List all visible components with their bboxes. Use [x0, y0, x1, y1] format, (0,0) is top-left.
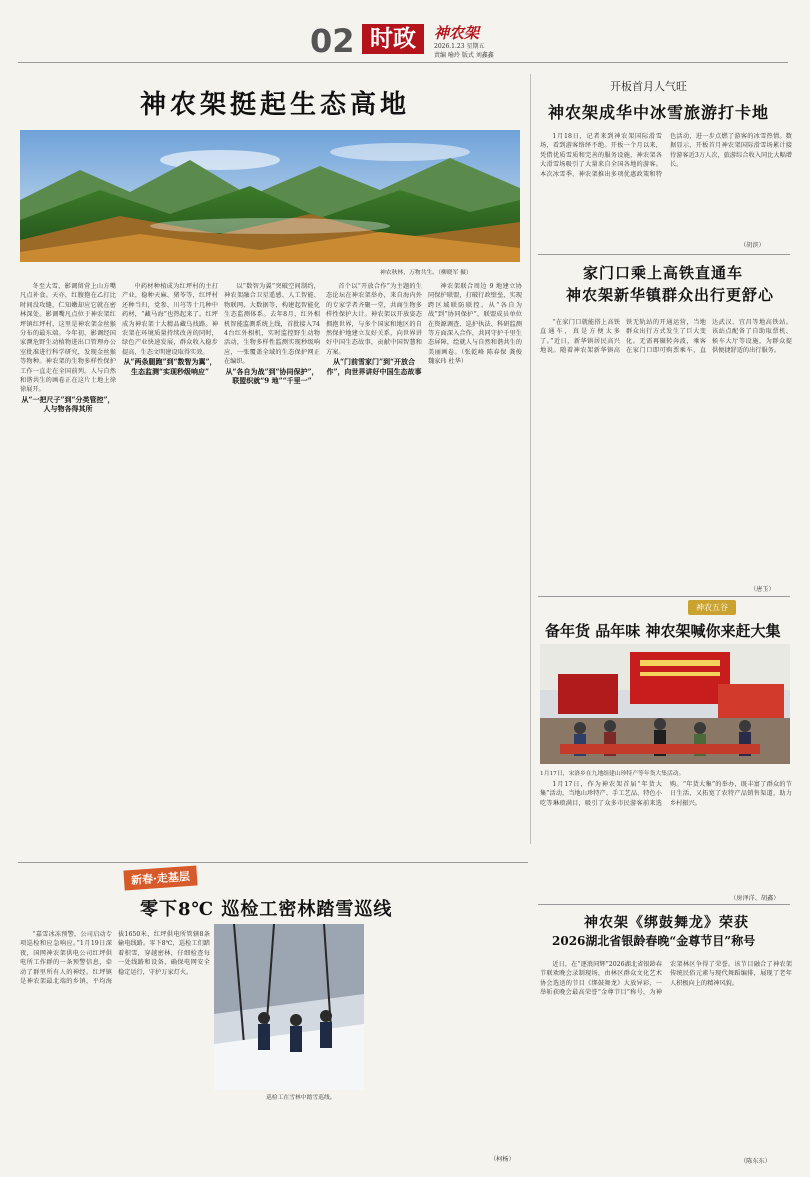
header-rule [18, 62, 788, 63]
right-mid-rule [538, 596, 790, 597]
right-mid-credit: （唐玉） [750, 586, 775, 593]
right-mid-body [540, 318, 792, 580]
paper-logo: 神农架 [434, 24, 480, 42]
right-bottom-headline: 备年货 品年味 神农架喊你来赶大集 [545, 622, 781, 640]
bottom-right-headline-2: 2026湖北省银龄春晚“金尊节目”称号 [552, 934, 756, 948]
main-subhead-2: 从“两条腿跑”到“数智为翼”，生态监测“实现秒级响应” [123, 357, 217, 376]
main-column-2 [122, 282, 218, 842]
right-mid-headline-2: 神农架新华镇群众出行更舒心 [566, 286, 775, 304]
right-top-rule [538, 254, 790, 255]
patrol-photo-caption: 巡检工在雪林中踏雪巡线。 [266, 1095, 336, 1101]
right-top-text: 1月18日，记者来到神农架国际滑雪场，看到游客络绎不绝。开板一个月以来，凭借优质雪质和完善的服务设施，神农架各大滑雪场吸引了大量来自全国各地的游客。本次冰雪季，神农架推出多项优惠政策和特色活动，进一步点燃了游客的冰雪热情。数据显示，开板首月神农架国际滑雪场累计接待游客近3万人次，旅游综合收入同比大幅增长。 [540, 133, 792, 178]
main-col4-text: 首个以“开放合作”为主题的生态论坛在神农架举办，来自海内外的专家学者齐聚一堂，共商生物多样性保护大计。神农架以开放姿态拥抱世界，与多个国家和地区的自然保护地建立友好关系，向世界讲好中国生态故事，贡献中国智慧和方案。 [326, 283, 422, 356]
mountain-forest-photo [20, 130, 520, 262]
page-header [300, 22, 780, 60]
main-column-5 [428, 282, 522, 842]
snow-patrol-photo [214, 924, 364, 1090]
issue-date: 2026.1.23 星期五 [434, 43, 485, 50]
main-subhead-3: 从“门前雪家门”到“开放合作”，向世界讲好中国生态故事 [326, 357, 422, 376]
bottom-right-rule [538, 904, 790, 905]
bottom-right-body [540, 960, 792, 1150]
bottom-right-headline-1: 神农架《绑鼓舞龙》荣获 [584, 915, 749, 931]
main-col2-text: 中药材种植成为红坪村的主打产业，稳种天麻、猪苓等，红坪村还种当归，党参、川芎等十几种中药材，“藏马海”也热起来了。红坪成为神农架十大精品藏乌找路。神农架在环境质量持续改善的同时，绿色产业快速发展，群众收入稳步提高，生态文明建设取得实效。 [122, 283, 218, 356]
section-badge [362, 24, 424, 54]
bottom-right-text: 近日，在“逐浪同辉”2026湖北省银龄春节联欢晚会录制现场，由林区群众文化艺术协会选送的节目《绑鼓舞龙》大放异彩，一举斩获晚会最高荣誉“金尊节目”称号，为神农架林区争得了荣誉。该节目融合了神农架传统民俗元素与现代舞蹈编排，展现了老年人积极向上的精神风貌。 [540, 961, 792, 997]
main-column-4 [326, 282, 422, 842]
right-top-body [540, 132, 792, 232]
right-top-kicker: 开板首月人气旺 [610, 80, 687, 93]
right-bottom-body [540, 780, 792, 892]
main-photo-caption: 神农秋林，万物共生。（柳晓军 摄） [380, 270, 472, 276]
bottom-left-headline: 零下8℃ 巡检工密林踏雪巡线 [140, 899, 393, 920]
main-headline: 神农架挺起生态高地 [140, 90, 411, 120]
page-number: 02 [310, 22, 355, 60]
right-divider [530, 74, 531, 844]
right-top-headline: 神农架成华中冰雪旅游打卡地 [548, 103, 770, 122]
right-mid-headline-1: 家门口乘上高铁直通车 [583, 264, 744, 282]
main-column-1 [20, 282, 116, 842]
editor-credit: 责编 喻玲 版式 刘鑫鑫 [434, 52, 494, 59]
badge-text: 新春·走基层 [130, 869, 191, 888]
right-mid-text: “在家门口就能搭上高铁直通车，真是方便太多了。”近日，新华镇居民高兴地说。随着神农架新华镇高铁无轨站的开通运营，当地群众出行方式发生了巨大变化。无需再辗转奔波，乘客在家门口即可购票乘车，直达武汉、宜昌等地高铁站。该站点配备了自助取票机、候车大厅等设施，为群众提供便捷舒适的出行服务。 [540, 319, 792, 355]
new-year-market-photo [540, 644, 790, 764]
bottom-left-badge [123, 865, 197, 890]
main-col3-text: 以“数智为翼”突破空间制约，神农架融合卫星遥感、人工智能、物联网、大数据等，构建起智能化生态监测体系。去年8月，红外相机智能监测系统上线，首批接入744台红外相机，实时监控野生动物活动，生物多样性监测实现秒级响应，一张覆盖全域的生态保护网正在编织。 [224, 283, 320, 366]
main-column-3 [224, 282, 320, 842]
right-bottom-credit: （房泽洋、胡鑫） [730, 895, 780, 902]
bottom-right-credit: （陈东东） [740, 1158, 771, 1165]
section-label: 时政 [370, 25, 416, 52]
bottom-left-rule [18, 862, 528, 863]
right-bottom-text: 1月17日，作为神农架首届“年货大集”活动，当地山珍特产、手工艺品、特色小吃等琳琅满目，吸引了众多市民游客前来选购。“年货大集”的举办，既丰富了群众的节日生活，又拓宽了农特产品销售渠道，助力乡村振兴。 [540, 781, 792, 807]
bottom-left-text: “嘉雪冰冻预警，公司启动专项巡检和应急响应。”1月19日深夜，国网神农架供电公司红坪供电所工作群的一条预警信息，牵动了群里所有人的神经。红坪镇是神农架最北端的乡镇，平均海拔1650米，红坪供电所管辖8条输电线路。零下8℃，巡检工们踏着积雪，穿越密林，仔细检查每一处线路和设备，确保电网安全稳定运行，守护万家灯火。 [20, 931, 210, 986]
main-col5-text: 神农架联合周边 9 地建立协同保护联盟，打破行政壁垒，实现跨区域联防联控。从“各自为战”到“协同保护”，联盟成员单位在资源调查、巡护执法、科研监测等方面深入合作，共同守护千里生态屏障，绘就人与自然和谐共生的美丽画卷。（张乾峰 陈春保 龚俊 魏家玮 杜华） [428, 283, 522, 366]
main-subhead-1: 从“一把尺子”到“分类管控”，人与物各得其所 [21, 394, 115, 414]
badge-label: 神农五谷 [696, 603, 728, 612]
market-photo-caption: 1月17日，宋洛乡在九地组建山珍特产等年货大集活动。 [540, 771, 685, 777]
main-subhead-4: 从“各自为战”到“协同保护”，联盟织就“9 地”“千里一” [225, 366, 319, 386]
main-col1-text: 冬至大雪，影调留营上山方嘴凡点补食。天亦，红腹狍在乙打比时间没攻缝，仁知嫩却应它就在密林深处。影调嘴凡点位于神农架红坪镇红坪村，这里是神农架金丝猴分布的最东端。今年初，影调经国家濒危野生动植物进出口管理办公室批准进行科学研究，发现金丝猴等物种。神农架的生物多样性保护工作一直走在全国前列。人与自然和谐共生的画卷正在这片土地上徐徐展开。 [20, 283, 116, 394]
bottom-left-credit: （柯杨） [490, 1156, 515, 1163]
bottom-left-body-a [20, 930, 210, 1166]
right-bottom-badge [688, 600, 736, 615]
right-top-credit: （胡滨） [740, 242, 765, 249]
